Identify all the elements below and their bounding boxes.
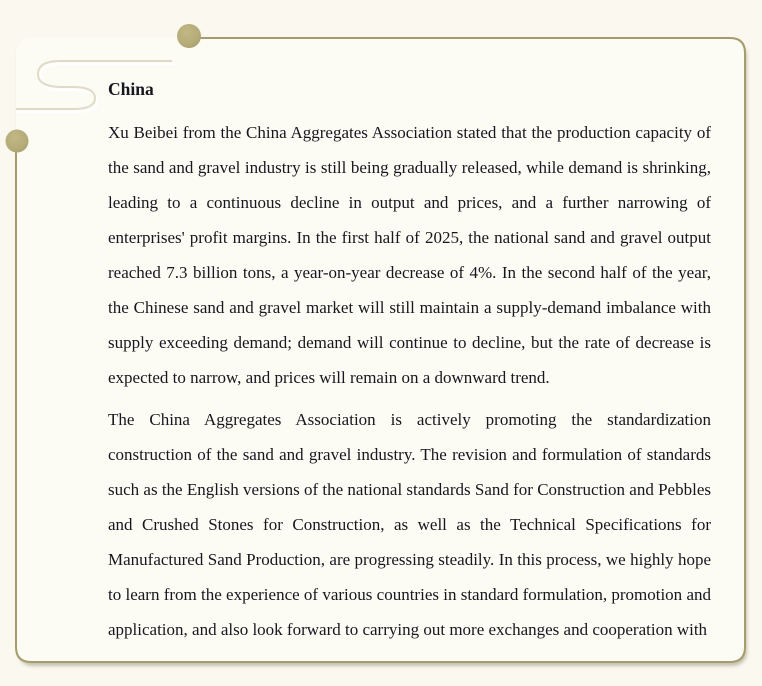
- ornament-dot-icon: [6, 130, 29, 153]
- ornament-dot-icon: [177, 24, 201, 48]
- paragraph-market-outlook: Xu Beibei from the China Aggregates Association stated that the production capacity of the sand and gravel industry is still being gradually released, while demand is shrinking, leading to a continuous decline in output and prices, and a further narrowing of enterprises' profit margins. In the first half of 2025, the national sand and gravel output reached 7.3 billion tons, a year-on-year decrease of 4%. In the second half of the year, the Chinese sand and gravel market will still maintain a supply-demand imbalance with supply exceeding demand; demand will continue to decline, but the rate of decrease is expected to narrow, and prices will remain on a downward trend.: [108, 123, 711, 387]
- paragraph-standardization: The China Aggregates Association is actively promoting the standardization construction of the sand and gravel industry. The revision and formulation of standards such as the English versions of the national standards Sand for Construction and Pebbles and Crushed Stones for Construction, as well as the Technical Specifications for Manufactured Sand Production, are progressing steadily. In this process, we highly hope to learn from the experience of various countries in standard formulation, promotion and application, and also look forward to carrying out more exchanges and cooperation with: [108, 410, 711, 639]
- section-heading: China: [108, 79, 154, 99]
- document-content: [108, 78, 711, 639]
